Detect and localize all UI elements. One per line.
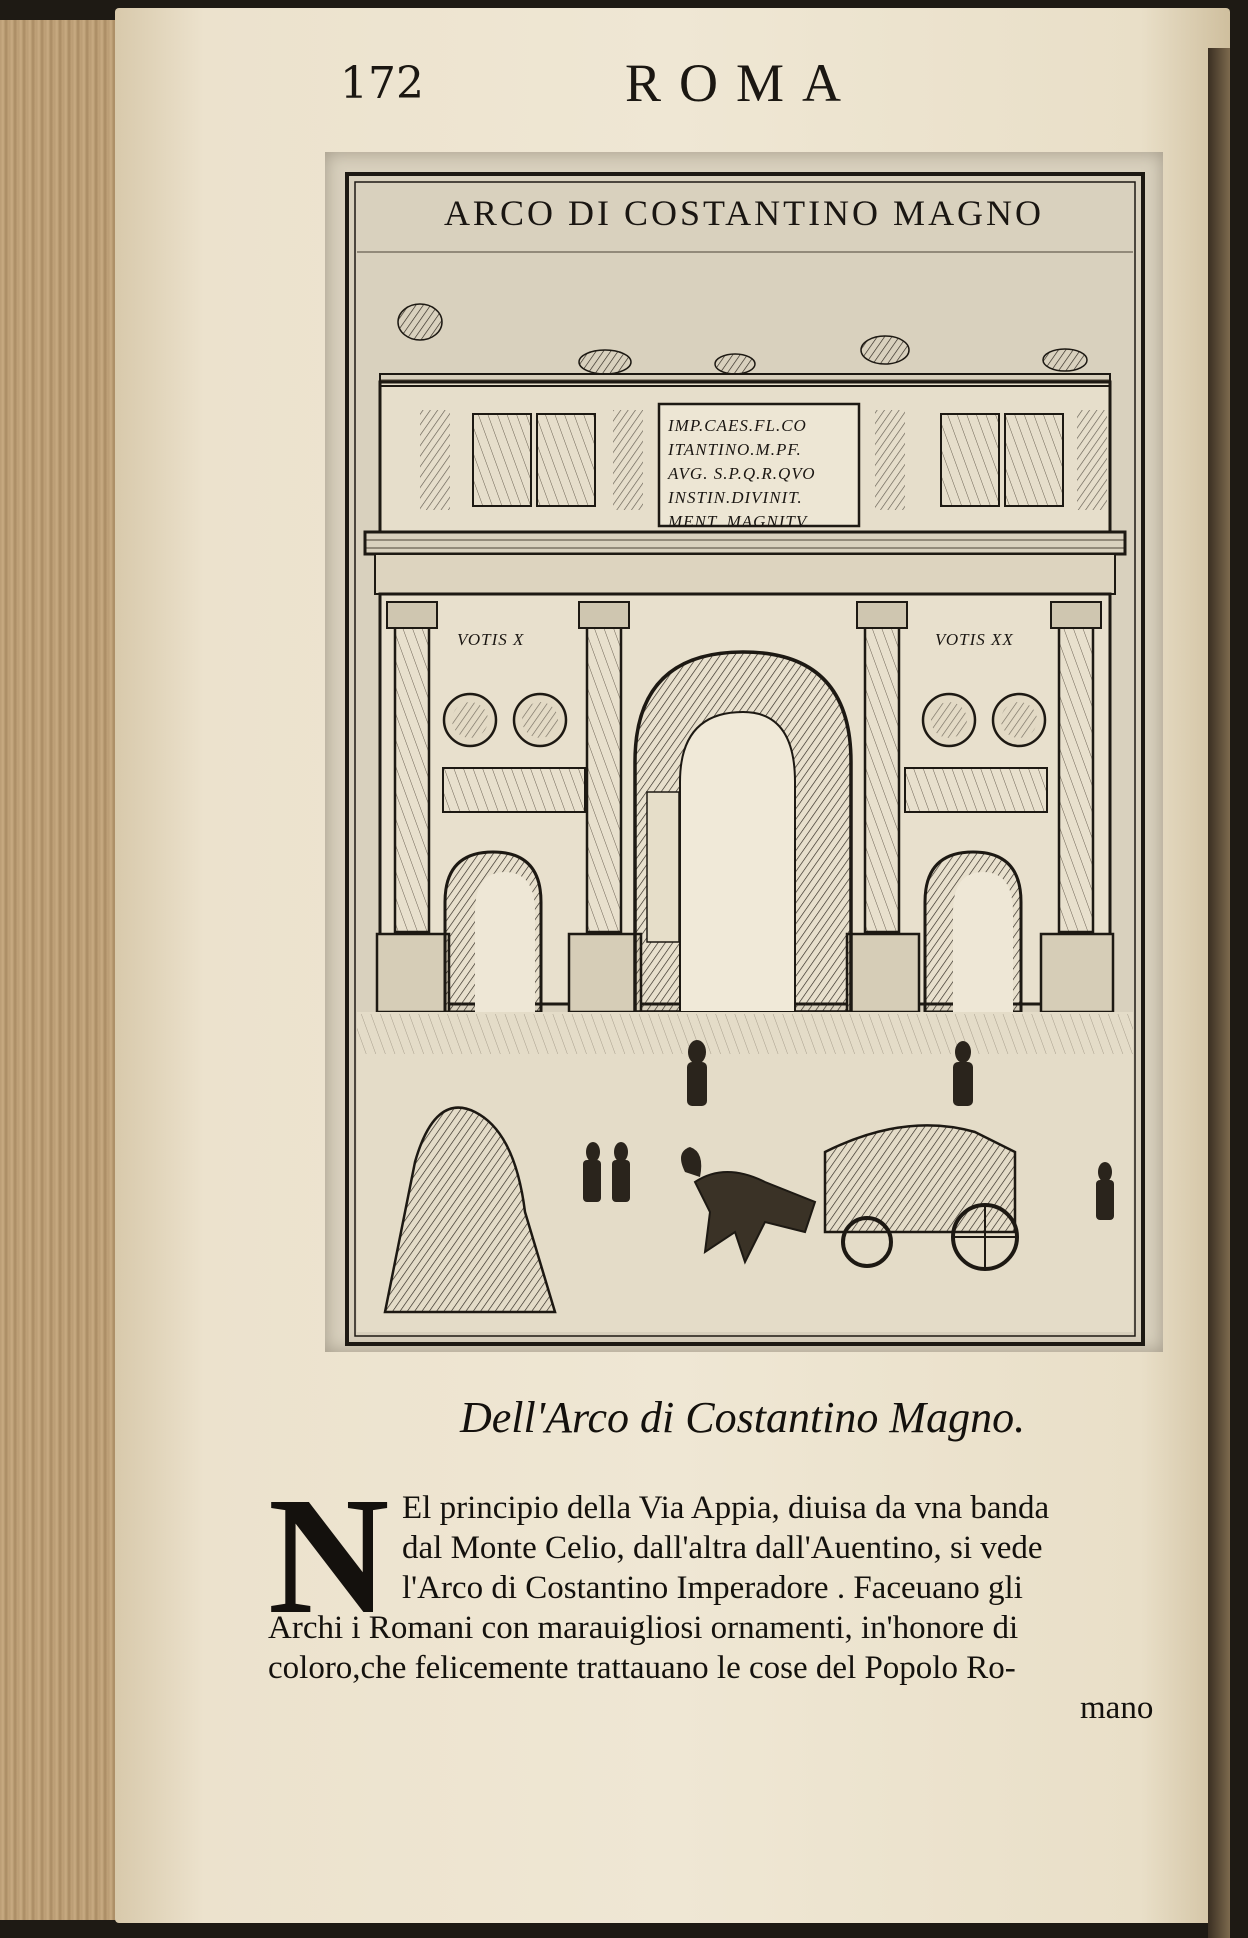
body-text-line: dal Monte Celio, dall'altra dall'Auentino, si vede	[402, 1530, 1043, 1566]
inscription-line: IMP.CAES.FL.CO	[668, 416, 807, 435]
body-text-line: coloro,che felicemente trattauano le cose del Popolo Ro-	[268, 1650, 1016, 1686]
facing-page-edge	[1208, 48, 1230, 1938]
plate-title: ARCO DI COSTANTINO MAGNO	[443, 193, 1045, 233]
inscription-line: AVG. S.P.Q.R.QVO	[668, 464, 816, 483]
book-edge	[0, 20, 133, 1920]
arch-engraving	[325, 152, 1163, 1352]
drop-cap: N	[268, 1463, 390, 1649]
body-text-line: El principio della Via Appia, diuisa da vna banda	[402, 1490, 1050, 1526]
running-head: ROMA	[625, 53, 860, 113]
figure-caption: Dell'Arco di Costantino Magno.	[460, 1393, 1026, 1442]
engraving-plate	[325, 152, 1163, 1352]
body-text-line: l'Arco di Costantino Imperadore . Faceuano gli	[402, 1570, 1023, 1606]
votis-right-inscription: VOTIS XX	[935, 630, 1014, 649]
inscription-line: INSTIN.DIVINIT.	[668, 488, 803, 507]
body-text-line: Archi i Romani con marauigliosi ornamenti, in'honore di	[268, 1610, 1019, 1646]
page-number: 172	[340, 58, 424, 109]
votis-left-inscription: VOTIS X	[457, 630, 525, 649]
body-text-line: mano	[1080, 1690, 1154, 1726]
inscription-line: MENT. MAGNITV.	[668, 512, 811, 531]
arch-inscription	[668, 414, 880, 534]
inscription-line: ITANTINO.M.PF.	[668, 440, 802, 459]
